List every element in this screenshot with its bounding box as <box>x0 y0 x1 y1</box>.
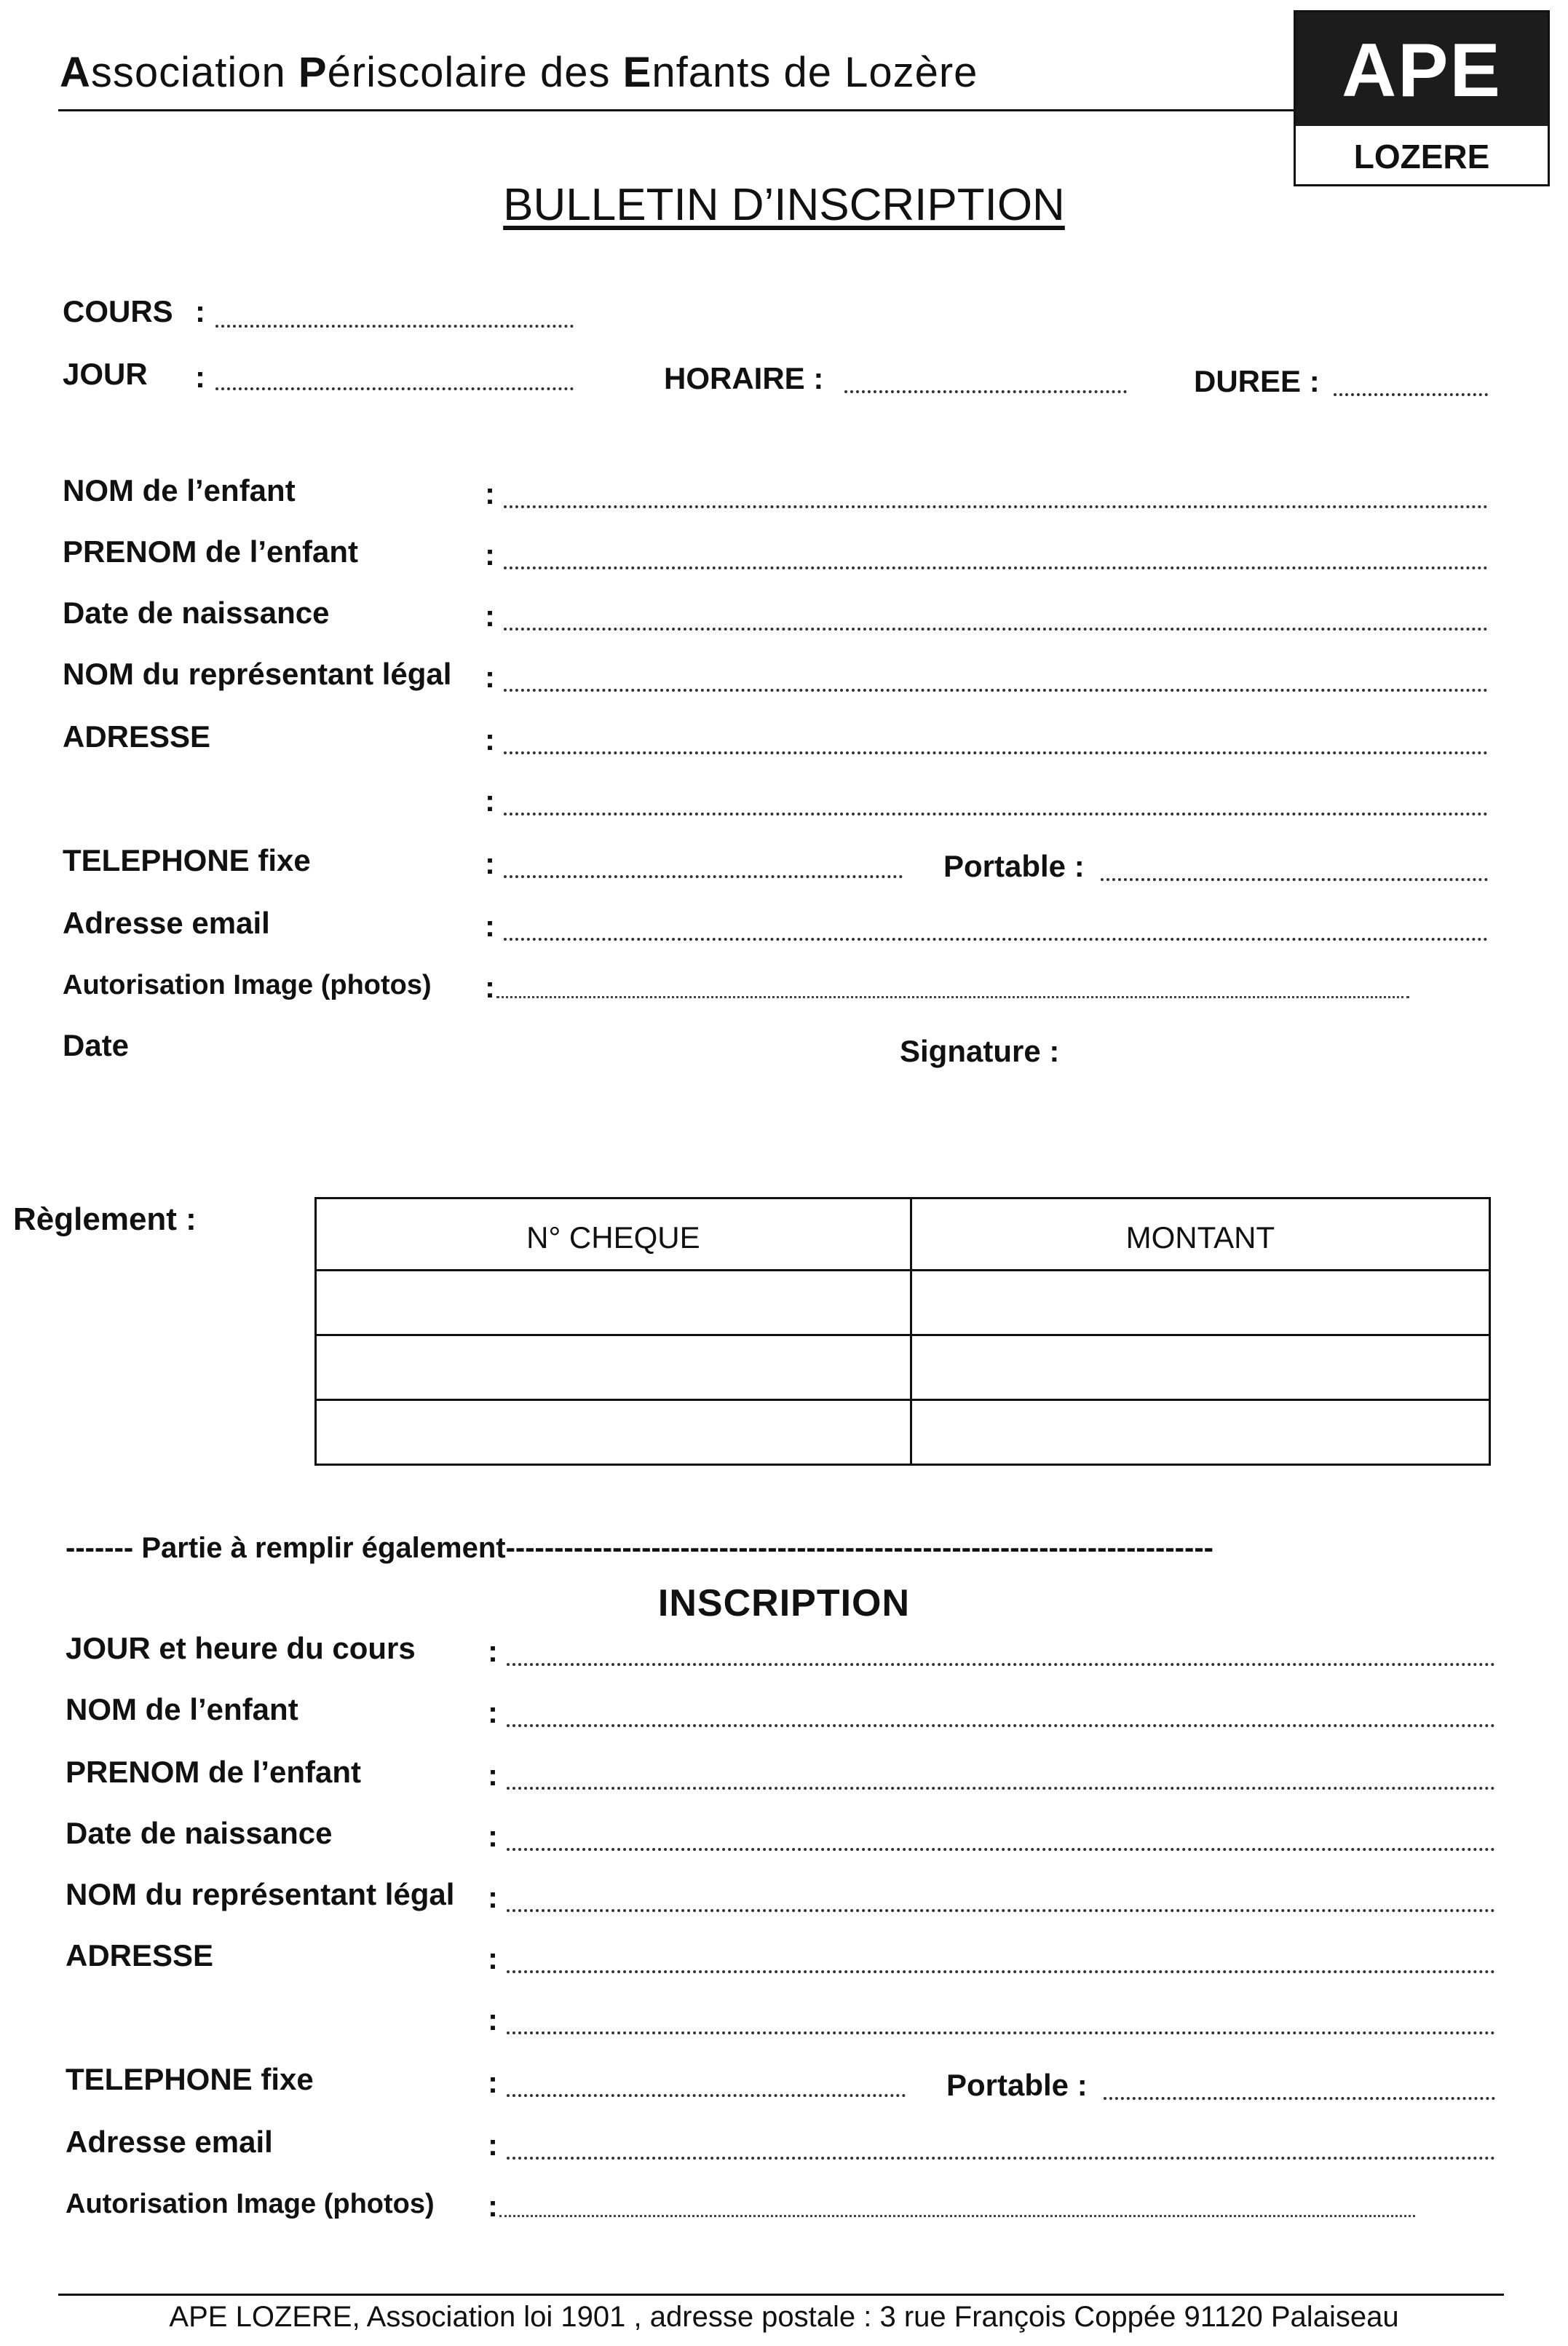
label-adresse: ADRESSE <box>63 719 211 754</box>
footer-rule <box>58 2294 1504 2296</box>
colon: : <box>485 783 495 818</box>
label-date-naissance-2: Date de naissance <box>66 1816 333 1850</box>
label-autorisation-image-2: Autorisation Image (photos) <box>66 2189 435 2219</box>
label-portable-2: Portable : <box>946 2068 1088 2102</box>
document-title: BULLETIN D’INSCRIPTION <box>503 180 1065 230</box>
organization-name: Association Périscolaire des Enfants de Lozère <box>60 49 978 96</box>
colon: : <box>485 476 495 510</box>
label-prenom-enfant: PRENOM de l’enfant <box>63 534 359 569</box>
field-autorisation-image-2[interactable] <box>499 2215 1415 2217</box>
colon: : <box>485 909 495 943</box>
label-adresse-2: ADRESSE <box>66 1938 214 1972</box>
section-title-inscription: INSCRIPTION <box>657 1582 911 1624</box>
colon: : <box>488 2065 498 2099</box>
colon: : <box>488 1819 498 1853</box>
label-representant-legal: NOM du représentant légal <box>63 657 452 691</box>
field-representant-legal[interactable] <box>504 689 1488 692</box>
label-date-naissance: Date de naissance <box>63 596 330 630</box>
field-jour-heure[interactable] <box>507 1663 1495 1666</box>
field-adresse-line2[interactable] <box>504 813 1488 815</box>
cell-cheque[interactable] <box>316 1400 911 1465</box>
field-representant-legal-2[interactable] <box>507 1909 1495 1912</box>
table-row <box>316 1400 1490 1465</box>
separator-line: ------- Partie à remplir également------------------------------------------------------------------------- <box>66 1532 1213 1564</box>
field-cours[interactable] <box>215 325 574 328</box>
label-prenom-enfant-2: PRENOM de l’enfant <box>66 1755 362 1789</box>
field-horaire[interactable] <box>844 390 1127 393</box>
field-nom-enfant-2[interactable] <box>507 1724 1495 1727</box>
label-reglement: Règlement : <box>13 1201 197 1237</box>
payment-table <box>314 1197 1491 1466</box>
colon: : <box>485 846 495 880</box>
footer-address: APE LOZERE, Association loi 1901 , adresse postale : 3 rue François Coppée 91120 Palaiseau <box>169 2301 1399 2333</box>
label-autorisation-image: Autorisation Image (photos) <box>63 970 432 1000</box>
colon: : <box>485 599 495 633</box>
field-prenom-enfant[interactable] <box>504 566 1488 569</box>
column-header-montant: MONTANT <box>911 1198 1489 1271</box>
logo-text-lozere: LOZERE <box>1353 138 1490 175</box>
label-telephone-fixe: TELEPHONE fixe <box>63 843 311 877</box>
colon: : <box>485 722 495 757</box>
table-header-row <box>316 1198 1490 1271</box>
field-email-2[interactable] <box>507 2157 1495 2160</box>
colon: : <box>488 1695 498 1729</box>
field-adresse-2-line1[interactable] <box>507 1970 1495 1973</box>
colon: : <box>488 1634 498 1668</box>
colon: : <box>488 1880 498 1914</box>
label-cours: COURS <box>63 294 173 328</box>
colon: : <box>485 660 495 694</box>
label-jour: JOUR <box>63 357 148 391</box>
label-nom-enfant: NOM de l’enfant <box>63 473 296 507</box>
colon: : <box>488 1758 498 1792</box>
label-jour-heure: JOUR et heure du cours <box>66 1631 416 1665</box>
logo-text-ape: APE <box>1296 12 1548 126</box>
label-representant-legal-2: NOM du représentant légal <box>66 1877 455 1911</box>
table-row <box>316 1335 1490 1400</box>
label-nom-enfant-2: NOM de l’enfant <box>66 1692 298 1726</box>
label-portable: Portable : <box>943 849 1085 883</box>
colon: : <box>195 294 205 328</box>
header-rule <box>58 109 1296 111</box>
field-autorisation-image[interactable] <box>496 996 1409 998</box>
label-duree: DUREE : <box>1194 364 1320 398</box>
column-header-cheque: N° CHEQUE <box>316 1198 911 1271</box>
colon: : <box>488 2189 498 2223</box>
field-adresse-2-line2[interactable] <box>507 2031 1495 2034</box>
field-duree[interactable] <box>1334 393 1488 396</box>
cell-cheque[interactable] <box>316 1335 911 1400</box>
cell-montant[interactable] <box>911 1400 1489 1465</box>
field-telephone-fixe[interactable] <box>504 875 903 878</box>
label-telephone-fixe-2: TELEPHONE fixe <box>66 2062 314 2096</box>
label-signature: Signature : <box>900 1034 1060 1068</box>
colon: : <box>488 2128 498 2162</box>
field-telephone-fixe-2[interactable] <box>507 2094 906 2097</box>
field-jour[interactable] <box>215 387 574 390</box>
table-row <box>316 1271 1490 1335</box>
field-date-naissance[interactable] <box>504 628 1488 631</box>
colon: : <box>485 537 495 572</box>
cell-montant[interactable] <box>911 1271 1489 1335</box>
label-horaire: HORAIRE : <box>664 361 824 395</box>
cell-cheque[interactable] <box>316 1271 911 1335</box>
field-portable-2[interactable] <box>1104 2097 1495 2100</box>
label-email: Adresse email <box>63 906 270 940</box>
field-prenom-enfant-2[interactable] <box>507 1787 1495 1790</box>
ape-logo <box>1294 10 1550 186</box>
field-nom-enfant[interactable] <box>504 505 1488 508</box>
field-date-naissance-2[interactable] <box>507 1848 1495 1851</box>
cell-montant[interactable] <box>911 1335 1489 1400</box>
colon: : <box>195 360 205 394</box>
colon: : <box>488 1941 498 1975</box>
colon: : <box>485 970 495 1004</box>
label-date: Date <box>63 1028 130 1062</box>
field-email[interactable] <box>504 938 1488 941</box>
field-adresse-line1[interactable] <box>504 751 1488 754</box>
colon: : <box>488 2002 498 2037</box>
field-portable[interactable] <box>1101 878 1488 881</box>
label-email-2: Adresse email <box>66 2125 273 2159</box>
